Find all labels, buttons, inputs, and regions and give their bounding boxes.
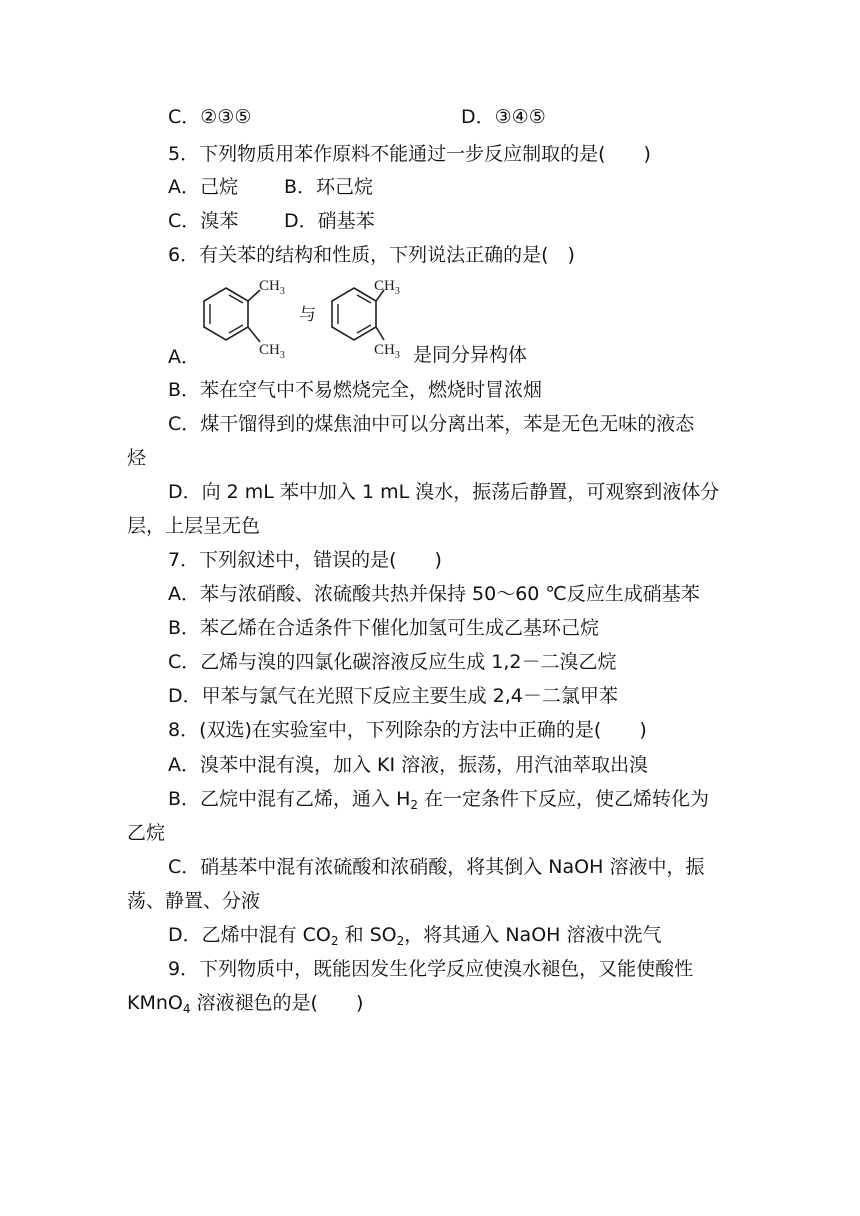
methyl-label: $CH_3$: [374, 342, 400, 361]
q6-option-b: B．苯在空气中不易燃烧完全，燃烧时冒浓烟: [168, 379, 543, 401]
q5-option-a: A．己烷: [168, 176, 238, 198]
q7-option-a: A．苯与浓硝酸、浓硫酸共热并保持 50～60 ℃反应生成硝基苯: [168, 583, 700, 605]
q7-option-d: D．甲苯与氯气在光照下反应主要生成 2,4－二氯甲苯: [168, 685, 618, 707]
subscript: 2: [410, 798, 419, 812]
q7-option-b: B．苯乙烯在合适条件下催化加氢可生成乙基环己烷: [168, 617, 600, 639]
o-xylene-structure-2: [318, 272, 418, 364]
q5-option-b: B．环己烷: [284, 176, 374, 198]
q6-stem: 6．有关苯的结构和性质，下列说法正确的是( ): [168, 244, 575, 266]
q5-stem: 5．下列物质用苯作原料不能通过一步反应制取的是( ): [168, 143, 651, 165]
q8-option-b-text: B．乙烷中混有乙烯，通入 H: [168, 788, 411, 810]
q9-stem-text: 溶液褪色的是( ): [190, 992, 364, 1014]
q9-stem-line2: [127, 990, 363, 1016]
q9-stem-text: KMnO: [127, 992, 183, 1014]
q7-option-c: C．乙烯与溴的四氯化碳溶液反应生成 1,2－二溴乙烷: [168, 651, 617, 673]
subscript: 4: [182, 1002, 191, 1016]
q6-option-a-text: 是同分异构体: [413, 344, 528, 366]
subscript: 2: [330, 934, 339, 948]
q6-option-c-line1: C．煤干馏得到的煤焦油中可以分离出苯，苯是无色无味的液态: [168, 413, 695, 435]
q8-option-c-line1: C．硝基苯中混有浓硫酸和浓硝酸，将其倒入 NaOH 溶液中，振: [168, 856, 705, 878]
q6-option-d-line2: 层，上层呈无色: [127, 515, 261, 537]
q6-option-c-line2: 烃: [127, 447, 147, 469]
q5-option-c: C．溴苯: [168, 210, 239, 232]
q8-option-d-text: ，将其通入 NaOH 溶液中洗气: [404, 924, 662, 946]
q8-option-d-text: 和 SO: [338, 924, 397, 946]
q9-stem-line1: 9．下列物质中，既能因发生化学反应使溴水褪色，又能使酸性: [168, 958, 694, 980]
q6-with-connector: 与: [299, 305, 316, 325]
q6-option-a-label: A．: [168, 346, 200, 368]
q8-option-d: [168, 922, 661, 948]
q6-option-d-line1: D．向 2 mL 苯中加入 1 mL 溴水，振荡后静置，可观察到液体分: [168, 481, 720, 503]
q8-option-b-text: 在一定条件下反应，使乙烯转化为: [418, 788, 710, 810]
q8-option-a: A．溴苯中混有溴，加入 KI 溶液，振荡，用汽油萃取出溴: [168, 754, 649, 776]
q8-stem: 8．(双选)在实验室中，下列除杂的方法中正确的是( ): [168, 719, 647, 741]
q4-option-d: D．③④⑤: [461, 106, 546, 128]
subscript: 2: [396, 934, 405, 948]
methyl-label: $CH_3$: [259, 278, 285, 297]
q4-option-c: C．②③⑤: [168, 106, 252, 128]
q8-option-d-text: D．乙烯中混有 CO: [168, 924, 331, 946]
q8-option-c-line2: 荡、静置、分液: [127, 890, 261, 912]
q8-option-b-line2: 乙烷: [127, 822, 166, 844]
q5-option-d: D．硝基苯: [284, 210, 375, 232]
q8-option-b-line1: [168, 786, 709, 812]
methyl-label: $CH_3$: [374, 278, 400, 297]
methyl-label: $CH_3$: [259, 342, 285, 361]
q7-stem: 7．下列叙述中，错误的是( ): [168, 549, 442, 571]
o-xylene-structure-1: [196, 272, 296, 364]
